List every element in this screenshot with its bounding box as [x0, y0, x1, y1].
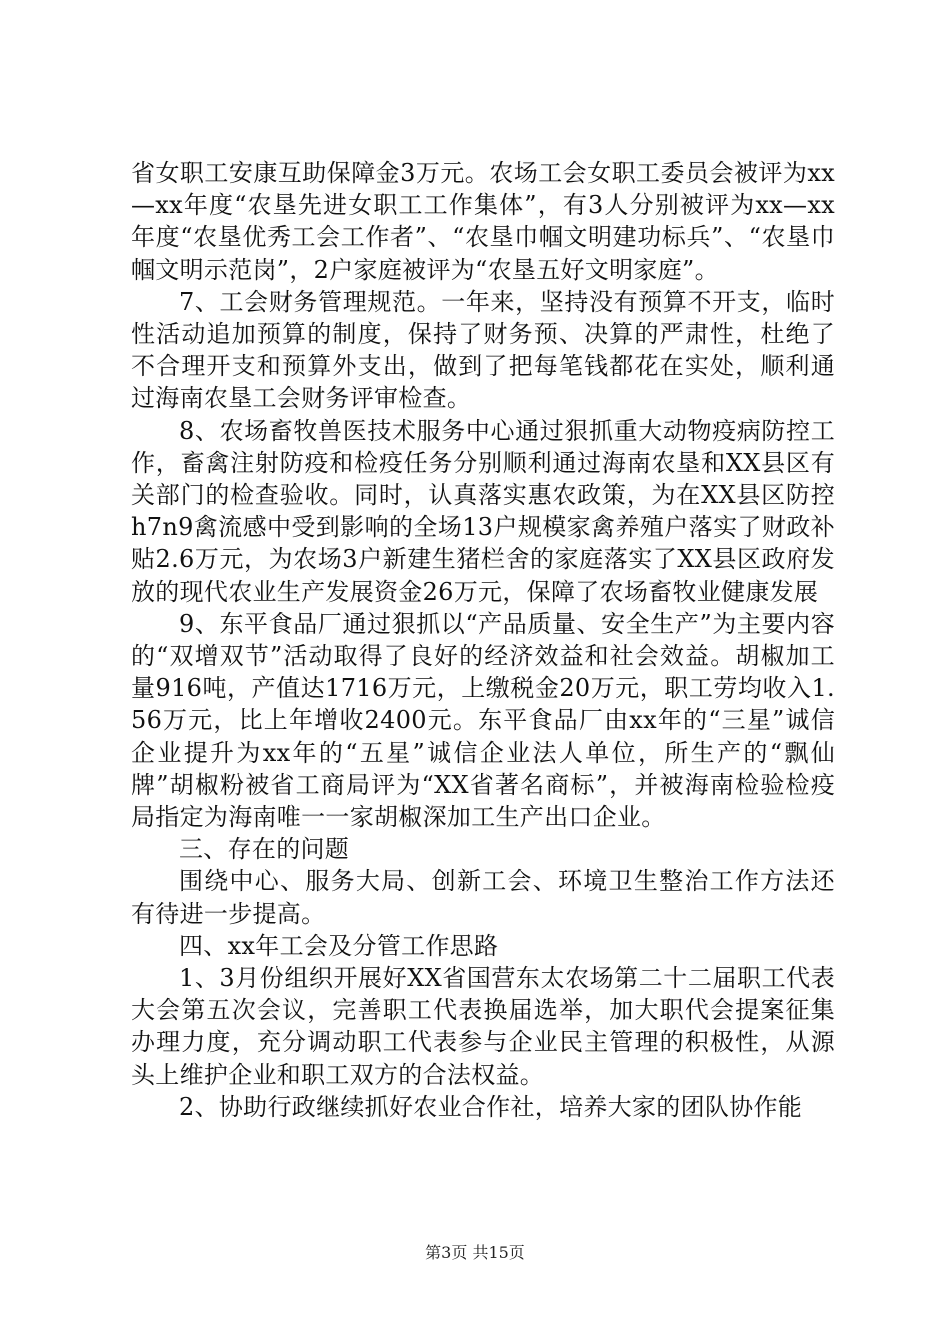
paragraph-plan-item-1: 1、3月份组织开展好XX省国营东太农场第二十二届职工代表大会第五次会议，完善职工代表换届选举，加大职代会提案征集办理力度，充分调动职工代表参与企业民主管理的积极性，从源头上维护企业和职工双方的合法权益。 [131, 964, 835, 1089]
page-footer: 第3页 共15页 [425, 1243, 525, 1262]
paragraph-item-9: 9、东平食品厂通过狠抓以“产品质量、安全生产”为主要内容的“双增双节”活动取得了良好的经济效益和社会效益。胡椒加工量916吨，产值达1716万元，上缴税金20万元，职工劳均收入1.56万元，比上年增收2400元。东平食品厂由xx年的“三星”诚信企业提升为xx年的“五星”诚信企业法人单位，所生产的“飘仙牌”胡椒粉被省工商局评为“XX省著名商标”，并被海南检验检疫局指定为海南唯一一家胡椒深加工生产出口企业。 [131, 609, 835, 832]
paragraph-plan-item-2: 2、协助行政继续抓好农业合作社，培养大家的团队协作能 [179, 1092, 803, 1121]
section-heading-work-plan: 四、xx年工会及分管工作思路 [179, 931, 499, 960]
paragraph-item-7: 7、工会财务管理规范。一年来，坚持没有预算不开支，临时性活动追加预算的制度，保持了财务预、决算的严肃性，杜绝了不合理开支和预算外支出，做到了把每笔钱都花在实处，顺利通过海南农垦工会财务评审检查。 [131, 287, 835, 413]
section-heading-problems: 三、存在的问题 [179, 835, 350, 864]
paragraph-continuation: 省女职工安康互助保障金3万元。农场工会女职工委员会被评为xx—xx年度“农垦先进女职工工作集体”，有3人分别被评为xx—xx年度“农垦优秀工会工作者”、“农垦巾帼文明建功标兵”、“农垦巾帼文明示范岗”，2户家庭被评为“农垦五好文明家庭”。 [131, 159, 835, 284]
paragraph-problems: 围绕中心、服务大局、创新工会、环境卫生整治工作方法还有待进一步提高。 [131, 867, 835, 928]
document-body [131, 157, 835, 1123]
paragraph-item-8: 8、农场畜牧兽医技术服务中心通过狠抓重大动物疫病防控工作，畜禽注射防疫和检疫任务分别顺利通过海南农垦和XX县区有关部门的检查验收。同时，认真落实惠农政策，为在XX县区防控h7n9禽流感中受到影响的全场13户规模家禽养殖户落实了财政补贴2.6万元，为农场3户新建生猪栏舍的家庭落实了XX县区政府发放的现代农业生产发展资金26万元，保障了农场畜牧业健康发展 [131, 416, 835, 606]
